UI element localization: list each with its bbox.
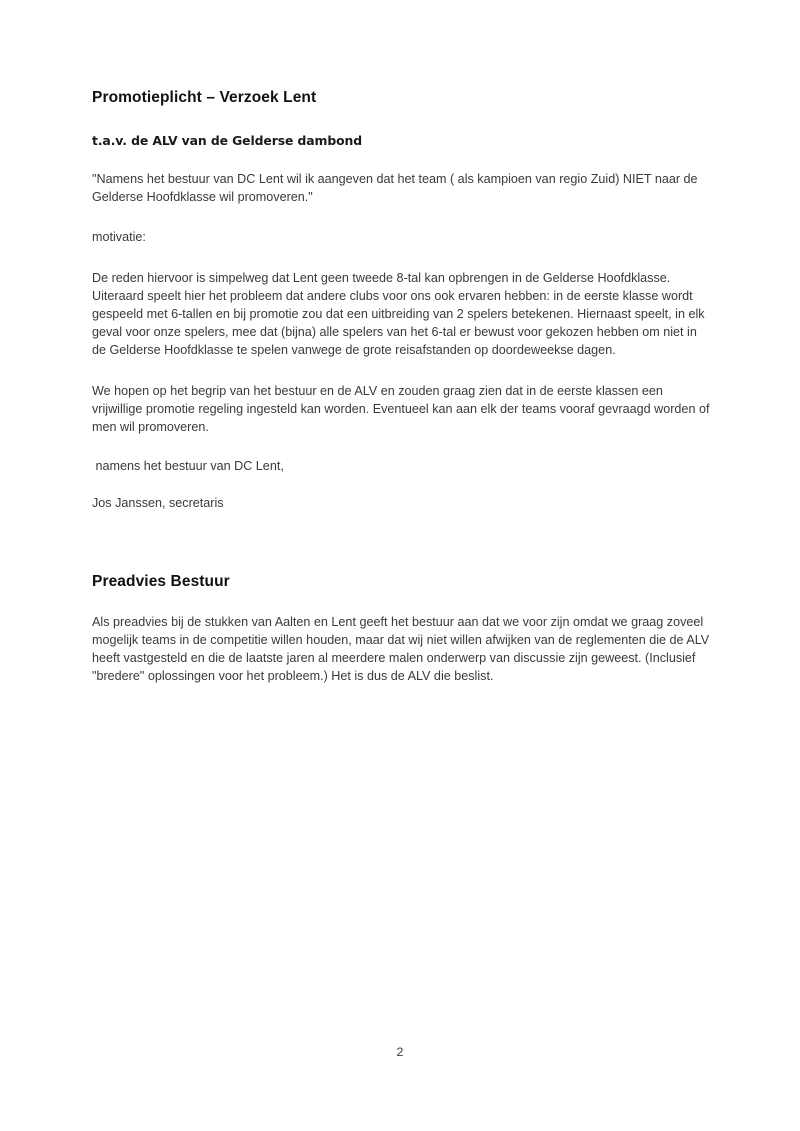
page-number: 2	[396, 1045, 404, 1059]
spacer	[92, 360, 710, 382]
spacer	[92, 436, 710, 457]
spacer	[92, 150, 710, 170]
spacer	[92, 108, 710, 132]
spacer	[92, 475, 710, 494]
signature-line: Jos Janssen, secretaris	[92, 496, 224, 511]
spacer	[92, 513, 710, 572]
section-title-preadvies-bestuur: Preadvies Bestuur	[92, 572, 230, 590]
quoted-statement: "Namens het bestuur van DC Lent wil ik aangeven dat het team ( als kampioen van regio Zuid) NIET naar de Gelderse Hoofdklasse wil promoveren."	[92, 172, 702, 205]
spacer	[92, 206, 710, 228]
spacer	[92, 247, 710, 269]
page-title: Promotieplicht – Verzoek Lent	[92, 89, 317, 106]
document-body	[92, 88, 713, 685]
motivation-paragraph: De reden hiervoor is simpelweg dat Lent geen tweede 8-tal kan opbrengen in de Gelderse Hoofdklasse. Uiteraard speelt hier het probleem dat andere clubs voor ons ook ervaren hebben: in de eerste klasse wordt gespeeld met 6-tallen en bij promotie zou dat een uitbreiding van 2 spelers betekenen. Hiernaast speelt, in elk geval voor onze spelers, mee dat (bijna) alle spelers van het 6-tal er bewust voor gekozen hebben om niet in de Gelderse Hoofdklasse te spelen vanwege de grote reisafstanden op doordeweekse dagen.	[92, 270, 709, 358]
preadvies-paragraph: Als preadvies bij de stukken van Aalten en Lent geeft het bestuur aan dat we voor zijn omdat we graag zoveel mogelijk teams in de competitie willen houden, maar dat wij niet willen afwijken van de reglementen die de ALV heeft vastgesteld en die de laatste jaren al meerdere malen onderwerp van discussie zijn geweest. (Inclusief "bredere" oplossingen voor het probleem.) Het is dus de ALV die beslist.	[92, 614, 713, 684]
spacer	[92, 592, 710, 613]
addressee-line: t.a.v. de ALV van de Gelderse dambond	[92, 133, 363, 148]
hope-paragraph: We hopen op het begrip van het bestuur en de ALV en zouden graag zien dat in de eerste klassen een vrijwillige promotie regeling ingesteld kan worden. Eventueel kan aan elk der teams vooraf gevraagd worden of men wil promoveren.	[92, 383, 713, 435]
closing-line: namens het bestuur van DC Lent,	[92, 459, 284, 474]
motivation-label: motivatie:	[92, 230, 146, 245]
